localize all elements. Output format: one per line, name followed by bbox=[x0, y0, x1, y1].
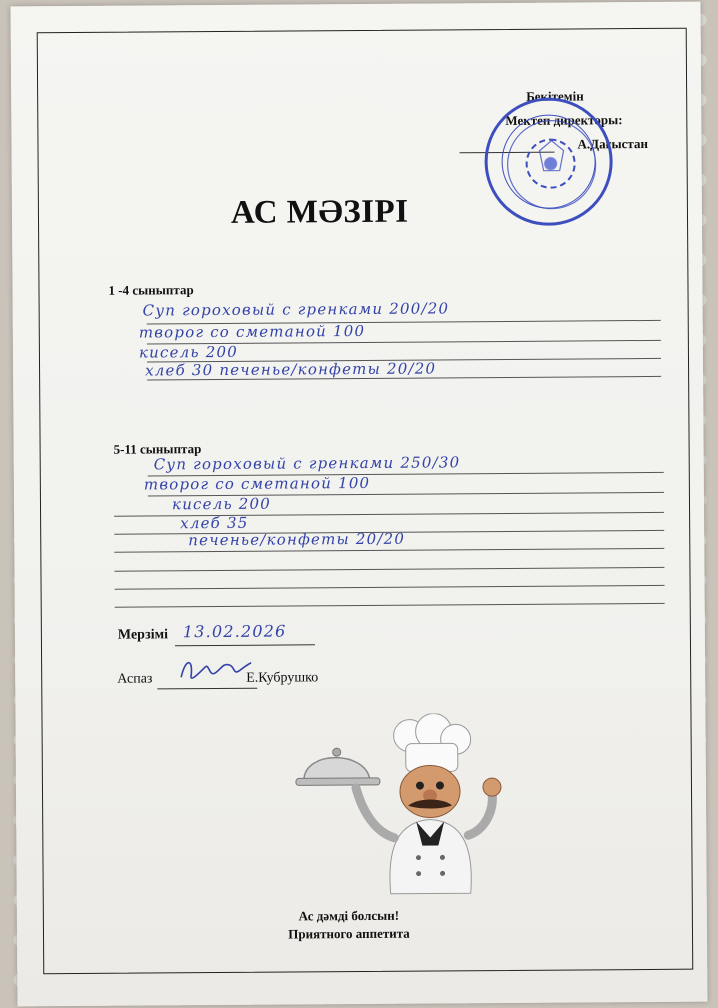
seal-lettering bbox=[487, 100, 616, 229]
chef-face-icon bbox=[400, 765, 460, 817]
menu-line: творог со сметаной 100 bbox=[143, 473, 371, 494]
school-seal-stamp bbox=[484, 97, 613, 226]
menu-line: Суп гороховый с гренками 200/20 bbox=[142, 299, 450, 320]
footer-kazakh: Ас дәмді болсын! bbox=[298, 907, 400, 924]
cook-label: Аспаз bbox=[117, 671, 153, 687]
approval-position: Мектеп директоры: bbox=[505, 112, 623, 128]
section-heading-grades-1-4: 1 -4 сыныптар bbox=[108, 282, 194, 298]
menu-sheet bbox=[11, 2, 708, 1007]
approval-title: Бекітемін bbox=[526, 88, 584, 104]
cloche-icon bbox=[296, 748, 380, 786]
menu-line: кисель 200 bbox=[138, 342, 239, 362]
menu-line: хлеб 30 печенье/конфеты 20/20 bbox=[144, 359, 437, 380]
cook-name: Е.Кубрушко bbox=[246, 670, 319, 686]
section-heading-grades-5-11: 5-11 сыныптар bbox=[113, 441, 202, 457]
menu-line: хлеб 35 bbox=[180, 513, 249, 533]
menu-line: Суп гороховый с гренками 250/30 bbox=[153, 453, 461, 474]
page-title: АС МӘЗІРІ bbox=[230, 193, 409, 231]
approval-director-name: А.Дағыстан bbox=[577, 135, 648, 152]
menu-line: творог со сметаной 100 bbox=[138, 321, 366, 342]
date-label: Мерзімі bbox=[117, 627, 169, 643]
chef-illustration bbox=[289, 713, 520, 905]
cook-signature bbox=[175, 653, 255, 688]
chef-hat-icon bbox=[393, 713, 470, 772]
footer-russian: Приятного аппетита bbox=[288, 925, 410, 942]
menu-line: кисель 200 bbox=[171, 494, 272, 514]
date-value: 13.02.2026 bbox=[182, 621, 287, 642]
menu-line: печенье/конфеты 20/20 bbox=[188, 529, 406, 550]
